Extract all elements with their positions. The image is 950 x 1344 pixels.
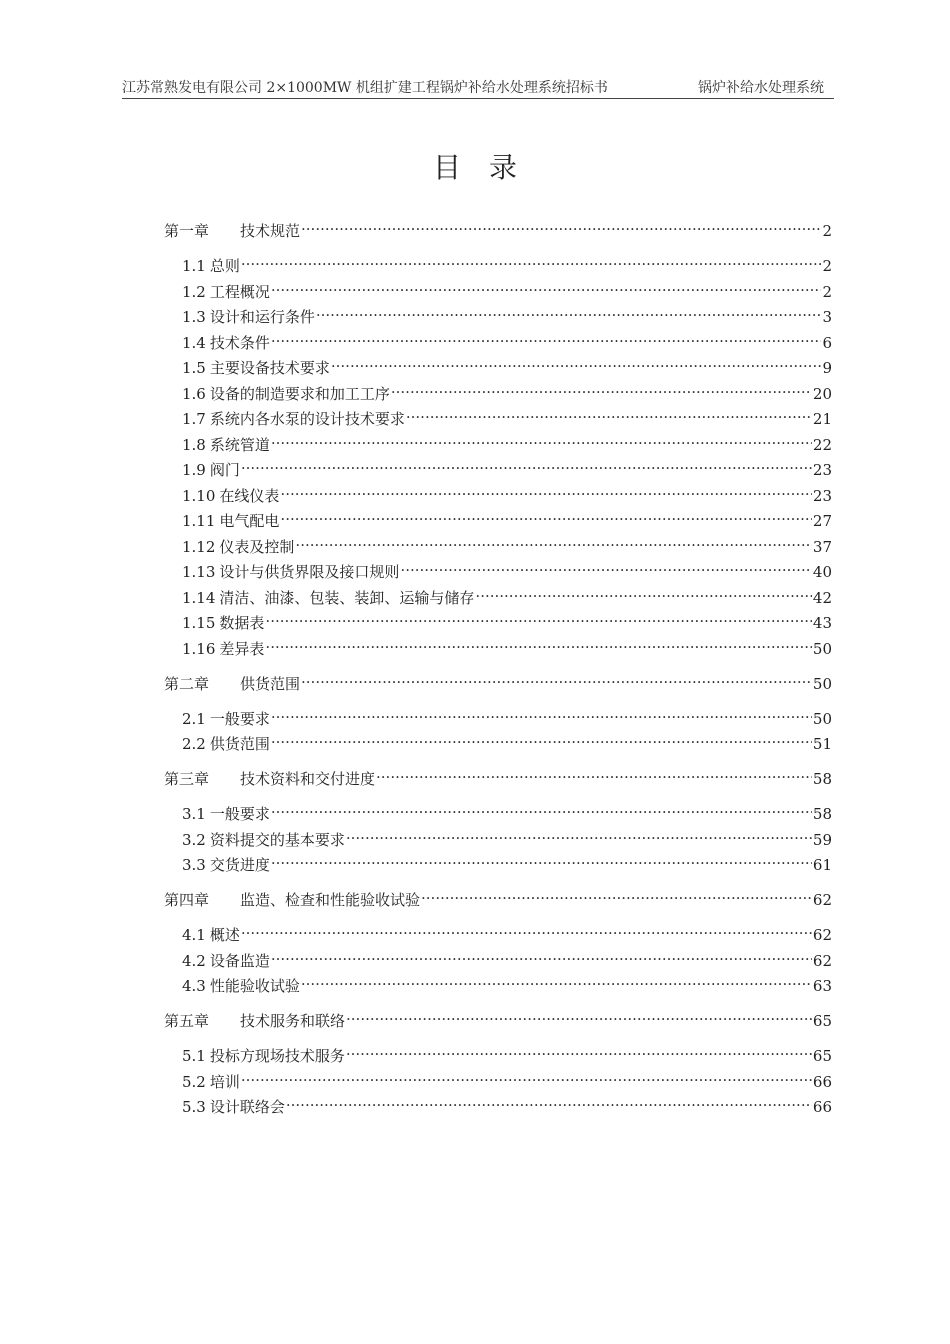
toc-section-entry[interactable] [182, 326, 832, 352]
toc-section-entry[interactable] [182, 275, 832, 301]
toc-entry-number: 1.7 [182, 410, 206, 428]
toc-section-entry[interactable] [182, 848, 832, 874]
toc-dot-leader [300, 969, 812, 991]
toc-entry-number: 1.4 [182, 333, 206, 352]
toc-section-entry[interactable] [182, 918, 832, 944]
toc-entry-text: 监造、检查和性能验收试验 [240, 891, 421, 909]
toc-dot-leader [375, 762, 812, 784]
toc-dot-leader [270, 848, 812, 870]
toc-dot-leader [264, 632, 811, 654]
toc-entry-label [164, 673, 300, 695]
toc-dot-leader [270, 797, 812, 819]
toc-entry-number: 第二章 [164, 674, 210, 693]
toc-chapter-entry[interactable] [164, 1004, 832, 1030]
toc-dot-leader [270, 428, 812, 450]
toc-entry-number: 1.15 [182, 614, 216, 632]
toc-page-number: 3 [822, 308, 832, 326]
toc-page-number: 37 [812, 537, 832, 556]
toc-entry-number: 5.2 [182, 1072, 206, 1091]
toc-entry-label [182, 1096, 285, 1118]
toc-section-entry[interactable] [182, 428, 832, 454]
toc-page-number: 9 [822, 359, 832, 377]
toc-entry-number: 第一章 [164, 222, 210, 240]
toc-entry-text: 设备的制造要求和加工工序 [209, 384, 390, 403]
toc-page-number: 21 [812, 410, 832, 428]
toc-dot-leader [474, 581, 811, 603]
toc-page-number: 2 [822, 222, 832, 240]
toc-section-entry[interactable] [182, 969, 832, 995]
toc-entry-label [182, 854, 270, 876]
toc-entry-text: 技术规范 [240, 222, 301, 240]
toc-entry-number: 第五章 [164, 1012, 210, 1030]
toc-entry-number: 1.8 [182, 435, 206, 454]
toc-entry-number: 4.1 [182, 926, 206, 944]
toc-entry-number: 5.1 [182, 1047, 206, 1065]
toc-entry-text: 性能验收试验 [209, 977, 300, 995]
toc-entry-number: 1.11 [182, 512, 216, 530]
toc-page-number: 27 [812, 512, 832, 530]
toc-entry-number: 1.5 [182, 359, 206, 377]
toc-entry-number: 1.12 [182, 537, 216, 556]
toc-page-number: 43 [812, 614, 832, 632]
toc-entry-number: 1.6 [182, 384, 206, 403]
toc-page-number: 61 [812, 856, 832, 874]
toc-page-number: 2 [822, 282, 832, 301]
toc-entry-number: 1.1 [182, 257, 206, 275]
toc-entry-text: 设备监造 [209, 951, 270, 970]
toc-entry-number: 1.13 [182, 563, 216, 581]
toc-entry-text: 清洁、油漆、包装、装卸、运输与储存 [219, 588, 475, 607]
header-project-title: 江苏常熟发电有限公司 2×1000MW 机组扩建工程锅炉补给水处理系统招标书 [122, 80, 608, 96]
toc-dot-leader [399, 555, 811, 577]
toc-entry-number: 1.14 [182, 588, 216, 607]
toc-page-number: 65 [812, 1047, 832, 1065]
toc-entry-text: 阀门 [209, 461, 240, 479]
toc-entry-text: 设计联络会 [209, 1098, 285, 1116]
toc-section-entry[interactable] [182, 300, 832, 326]
toc-page-number: 63 [812, 977, 832, 995]
toc-page-number: 58 [812, 805, 832, 823]
toc-dot-leader [270, 702, 812, 724]
toc-entry-text: 供货范围 [240, 674, 301, 693]
toc-entry-text: 供货范围 [209, 735, 270, 753]
toc-page-number: 42 [812, 588, 832, 607]
toc-dot-leader [420, 883, 812, 905]
toc-page-number: 22 [812, 435, 832, 454]
toc-dot-leader [345, 1039, 812, 1061]
toc-page-number: 59 [812, 830, 832, 849]
toc-page-number: 58 [812, 770, 832, 788]
toc-entry-text: 技术条件 [209, 333, 270, 352]
toc-entry-label [164, 1010, 345, 1032]
toc-section-entry[interactable] [182, 1065, 832, 1091]
toc-dot-leader [270, 944, 812, 966]
toc-section-entry[interactable] [182, 402, 832, 428]
toc-section-entry[interactable] [182, 944, 832, 970]
toc-entry-number: 3.1 [182, 805, 206, 823]
toc-section-entry[interactable] [182, 606, 832, 632]
toc-page-number: 23 [812, 461, 832, 479]
toc-section-entry[interactable] [182, 249, 832, 275]
toc-section-entry[interactable] [182, 581, 832, 607]
toc-section-entry[interactable] [182, 1039, 832, 1065]
toc-section-entry[interactable] [182, 1090, 832, 1116]
toc-section-entry[interactable] [182, 377, 832, 403]
toc-section-entry[interactable] [182, 797, 832, 823]
toc-entry-number: 第三章 [164, 770, 210, 788]
toc-dot-leader [294, 530, 811, 552]
toc-dot-leader [240, 918, 812, 940]
toc-entry-number: 3.3 [182, 856, 206, 874]
toc-dot-leader [315, 300, 822, 322]
toc-page-number: 62 [812, 926, 832, 944]
toc-page-number: 20 [812, 384, 832, 403]
toc-entry-text: 系统内各水泵的设计技术要求 [209, 410, 405, 428]
toc-entry-label [164, 889, 420, 911]
toc-entry-text: 一般要求 [209, 805, 270, 823]
toc-chapter-entry[interactable] [164, 214, 832, 240]
toc-entry-text: 主要设备技术要求 [209, 359, 330, 377]
toc-page-number: 62 [812, 891, 832, 909]
toc-entry-text: 总则 [209, 257, 240, 275]
toc-dot-leader [330, 351, 822, 373]
toc-entry-number: 1.3 [182, 308, 206, 326]
toc-entry-number: 第四章 [164, 891, 210, 909]
toc-section-entry[interactable] [182, 479, 832, 505]
toc-page-number: 23 [812, 486, 832, 505]
toc-entry-label [182, 975, 300, 997]
toc-dot-leader [240, 453, 812, 475]
toc-page-number: 40 [812, 563, 832, 581]
toc-dot-leader [285, 1090, 812, 1112]
toc-chapter-entry[interactable] [164, 762, 832, 788]
toc-dot-leader [300, 214, 821, 236]
toc-page-number: 62 [812, 951, 832, 970]
toc-entry-text: 资料提交的基本要求 [209, 830, 345, 849]
toc-section-entry[interactable] [182, 702, 832, 728]
toc-entry-text: 概述 [209, 926, 240, 944]
toc-entry-label [164, 220, 300, 242]
toc-dot-leader [279, 504, 811, 526]
toc-entry-label [182, 733, 270, 755]
toc-dot-leader [405, 402, 812, 424]
toc-dot-leader [345, 823, 812, 845]
toc-section-entry[interactable] [182, 351, 832, 377]
toc-section-entry[interactable] [182, 823, 832, 849]
toc-page-number: 50 [812, 674, 832, 693]
toc-entry-label [182, 638, 264, 660]
page-header [122, 78, 834, 99]
toc-chapter-entry[interactable] [164, 883, 832, 909]
toc-section-entry[interactable] [182, 530, 832, 556]
toc-entry-number: 5.3 [182, 1098, 206, 1116]
toc-dot-leader [345, 1004, 812, 1026]
toc-entry-number: 2.2 [182, 735, 206, 753]
toc-dot-leader [270, 326, 822, 348]
toc-entry-number: 1.2 [182, 282, 206, 301]
toc-entry-number: 1.16 [182, 639, 216, 658]
toc-page-number: 2 [822, 257, 832, 275]
toc-entry-text: 交货进度 [209, 856, 270, 874]
toc-dot-leader [270, 275, 822, 297]
toc-entry-number: 4.3 [182, 977, 206, 995]
toc-page-number: 6 [822, 333, 832, 352]
toc-entry-text: 数据表 [219, 614, 265, 632]
toc-entry-text: 设计和运行条件 [209, 308, 315, 326]
toc-entry-text: 在线仪表 [219, 486, 280, 505]
toc-entry-text: 投标方现场技术服务 [209, 1047, 345, 1065]
toc-chapter-entry[interactable] [164, 667, 832, 693]
toc-page-number: 65 [812, 1012, 832, 1030]
toc-entry-text: 技术资料和交付进度 [240, 770, 376, 788]
toc-section-entry[interactable] [182, 632, 832, 658]
toc-title: 目录 [432, 151, 545, 184]
toc-dot-leader [240, 249, 822, 271]
toc-entry-text: 差异表 [219, 639, 265, 658]
toc-entry-text: 电气配电 [219, 512, 280, 530]
toc-section-entry[interactable] [182, 555, 832, 581]
toc-section-entry[interactable] [182, 504, 832, 530]
toc-entry-number: 1.9 [182, 461, 206, 479]
toc-section-entry[interactable] [182, 453, 832, 479]
toc-entry-number: 2.1 [182, 709, 206, 728]
toc-page-number: 66 [812, 1098, 832, 1116]
toc-page-number: 50 [812, 639, 832, 658]
toc-dot-leader [240, 1065, 812, 1087]
toc-entry-text: 培训 [209, 1072, 240, 1091]
toc-page-number: 50 [812, 709, 832, 728]
toc-entry-number: 4.2 [182, 951, 206, 970]
toc-entry-number: 3.2 [182, 830, 206, 849]
toc-dot-leader [264, 606, 811, 628]
toc-entry-text: 工程概况 [209, 282, 270, 301]
toc-entry-text: 一般要求 [209, 709, 270, 728]
toc-dot-leader [270, 727, 812, 749]
toc-page-number: 66 [812, 1072, 832, 1091]
toc-section-entry[interactable] [182, 727, 832, 753]
toc-dot-leader [300, 667, 812, 689]
toc-entry-label [164, 768, 375, 790]
toc-page-number: 51 [812, 735, 832, 753]
toc-dot-leader [390, 377, 812, 399]
header-section-title: 锅炉补给水处理系统 [698, 80, 824, 96]
toc-entry-text: 设计与供货界限及接口规则 [219, 563, 400, 581]
toc-entry-text: 技术服务和联络 [240, 1012, 346, 1030]
toc-entry-text: 仪表及控制 [219, 537, 295, 556]
toc-entry-text: 系统管道 [209, 435, 270, 454]
toc-dot-leader [279, 479, 811, 501]
toc-entry-number: 1.10 [182, 486, 216, 505]
